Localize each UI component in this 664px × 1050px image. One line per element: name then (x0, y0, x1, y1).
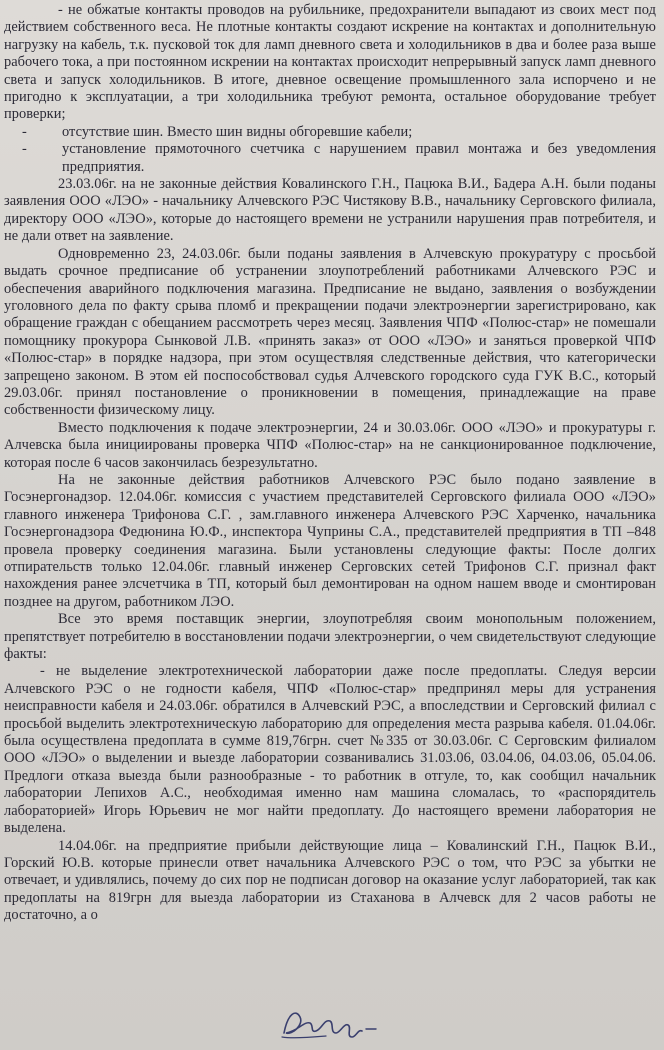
paragraph-body: - не выделение электротехнической лаборатории даже после предоплаты. Следуя версии Алчевского РЭС о не годности кабеля, ЧПФ «Полюс-стар» предпринял меры для устранения неисправности кабеля и 24.03.06г. обратился в Алчевский РЭС, а впоследствии и Серговский филиал с просьбой выделить электротехническую лабораторию для определения места разрыва кабеля. 01.04.06г. была осуществлена предоплата в сумме 819,76грн. счет №335 от 30.03.06г. С Серговским филиалом ООО «ЛЭО» о выделении и выезде лаборатории созванивались 31.03.06, 03.04.06, 04.03.06, 05.04.06. Предлоги отказа выезда были разнообразные - то работник в отгуле, то, как сообщил начальник лаборатории Лепихов А.С., необходимая именно нам машина сломалась, то «распорядитель лабораторией» Игорь Юрьевич не мог найти предоплату. До настоящего времени лаборатория не выделена. (4, 663, 656, 837)
paragraph-intro: - не обжатые контакты проводов на рубильнике, предохранители выпадают из своих мест под действием собственного веса. Не плотные контакты создают искрение на контактах и дополнительную нагрузку на кабель, т.к. пусковой ток для ламп дневного света и холодильников в два и более раза выше рабочего тока, а при постоянном искрении на контактах происходит непрерывный запуск ламп дневного света и запуск холодильников. В итоге, дневное освещение промышленного зала испорчено и не пригодно к эксплуатации, а три холодильника требуют ремонта, остальное оборудование требует проверки; (4, 2, 656, 123)
paragraph-body: Все это время поставщик энергии, злоупотребляя своим монопольным положением, препятствует потребителю в восстановлении подачи электроэнергии, о чем свидетельствуют следующие факты: (4, 611, 656, 663)
bullet-mark: - (22, 123, 27, 140)
paragraph-body: Одновременно 23, 24.03.06г. были поданы заявления в Алчевскую прокуратуру с просьбой выдать срочное предписание об устранении злоупотреблений работниками Алчевского РЭС и обеспечения аварийного подключения магазина. Предписание не выдано, заявления о возбуждении уголовного дела по факту срыва пломб и прекращении подачи электроэнергии зарегистрировано, как обращение граждан с обещанием рассмотреть через месяц. Заявления ЧПФ «Полюс-стар» не помешали помощнику прокурора Сынковой Л.В. «принять заказ» от ООО «ЛЭО» и заняться проверкой ЧПФ «Полюс-стар» в порядке надзора, при этом осуществляя следственные действия, что категорически запрещено законом. В этом ей поспособствовал судья Алчевского городского суда ГУК В.С., который 29.03.06г. принял постановление о проникновении в помещения, принадлежащие на праве собственности физическому лицу. (4, 245, 656, 419)
paragraph-body: На не законные действия работников Алчевского РЭС было подано заявление в Госэнергонадзор. 12.04.06г. комиссия с участием представителей Серговского филиала ООО «ЛЭО» главного инженера Трифонова С.Г. , зам.главного инженера Алчевского РЭС Харченко, начальника Госэнергонадзора Федюнина Ю.Ф., инспектора Чуприны С.А., представителей предприятия в ТП –848 провела проверку соединения магазина. Были установлены следующие факты: После долгих отпирательств только 12.04.06г. главный инженер Серговских сетей Трифонов С.Г. признал факт нахождения ранее элсчетчика в ТП, который был демонтирован на одном нашем вводе и смонтирован позднее на другом, работником ЛЭО. (4, 471, 656, 610)
bullet-list (4, 124, 656, 176)
bullet-item (22, 141, 656, 176)
paragraph-body: 23.03.06г. на не законные действия Ковалинского Г.Н., Пацюка В.И., Бадера А.Н. были поданы заявления ООО «ЛЭО» - начальнику Алчевского РЭС Чистякову В.В., начальнику Серговского филиала, директору ООО «ЛЭО», которые до настоящего времени не устранили нарушения прав потребителя, и не дали ответ на заявление. (4, 176, 656, 245)
document-body (4, 0, 656, 925)
paragraph-body: 14.04.06г. на предприятие прибыли действующие лица – Ковалинский Г.Н., Пацюк В.И., Горский Ю.В. которые принесли ответ начальника Алчевского РЭС о том, что РЭС за убытки не отвечает, и удивлялись, почему до сих пор не подписан договор на оказание услуг лабораторией, так как предоплаты на 819грн для выезда лаборатории из Стаханова в Алчевск для 2 часов работы не достаточно, а о (4, 837, 656, 924)
handwritten-signature (274, 1003, 384, 1045)
paragraph-body: Вместо подключения к подаче электроэнергии, 24 и 30.03.06г. ООО «ЛЭО» и прокуратуры г. Алчевска была инициированы проверка ЧПФ «Полюс-стар» на не санкционированное подключение, которая после 6 часов закончилась безрезультатно. (4, 419, 656, 471)
bullet-item (22, 123, 656, 141)
bullet-text: отсутствие шин. Вместо шин видны обгоревшие кабели; (62, 123, 413, 140)
document-page (4, 0, 656, 1050)
bullet-text: установление прямоточного счетчика с нарушением правил монтажа и без уведомления предприятия. (62, 141, 656, 175)
bullet-mark: - (22, 141, 27, 158)
